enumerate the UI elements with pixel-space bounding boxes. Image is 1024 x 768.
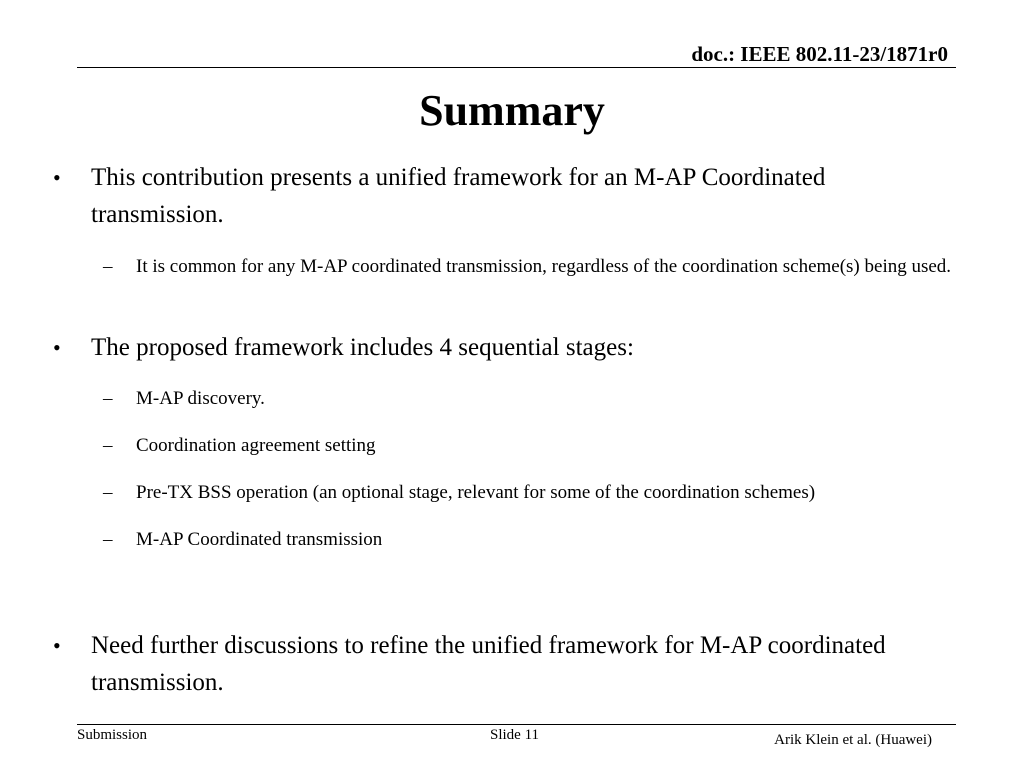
- footer-submission: Submission: [77, 727, 148, 743]
- dash-marker: –: [103, 435, 113, 456]
- stage-item-4: [103, 524, 956, 555]
- stage-item-1: [103, 383, 956, 414]
- bullet-text-3: Need further discussions to refine the unified framework for M-AP coordinated transmission.: [91, 632, 886, 696]
- bullet-item-1: [53, 159, 951, 233]
- stage-text-1: M-AP discovery.: [136, 388, 265, 409]
- dash-marker: –: [103, 482, 113, 503]
- bullet-text-1: This contribution presents a unified framework for an M-AP Coordinated transmission.: [91, 164, 826, 228]
- sub-text-1: It is common for any M-AP coordinated transmission, regardless of the coordination scheme(s) being used.: [136, 256, 952, 277]
- slide-title: Summary: [419, 86, 605, 135]
- footer-slide-number: Slide 11: [490, 727, 540, 743]
- bullet-item-2: [53, 329, 951, 366]
- dash-marker: –: [103, 388, 113, 409]
- sub-item-1: [103, 251, 956, 282]
- stage-text-4: M-AP Coordinated transmission: [136, 529, 383, 550]
- stage-text-3: Pre-TX BSS operation (an optional stage, relevant for some of the coordination schemes): [136, 482, 816, 503]
- stage-item-2: [103, 430, 956, 461]
- bullet-item-3: [53, 627, 951, 701]
- dash-marker: –: [103, 256, 113, 277]
- bullet-marker: •: [53, 165, 61, 190]
- bullet-text-2: The proposed framework includes 4 sequential stages:: [91, 334, 634, 361]
- bullet-marker: •: [53, 633, 61, 658]
- bullet-marker: •: [53, 335, 61, 360]
- doc-id: doc.: IEEE 802.11-23/1871r0: [691, 42, 948, 66]
- dash-marker: –: [103, 529, 113, 550]
- stage-item-3: [103, 477, 956, 508]
- stage-text-2: Coordination agreement setting: [136, 435, 376, 456]
- footer-author: Arik Klein et al. (Huawei): [774, 732, 932, 748]
- footer-divider: [77, 724, 956, 725]
